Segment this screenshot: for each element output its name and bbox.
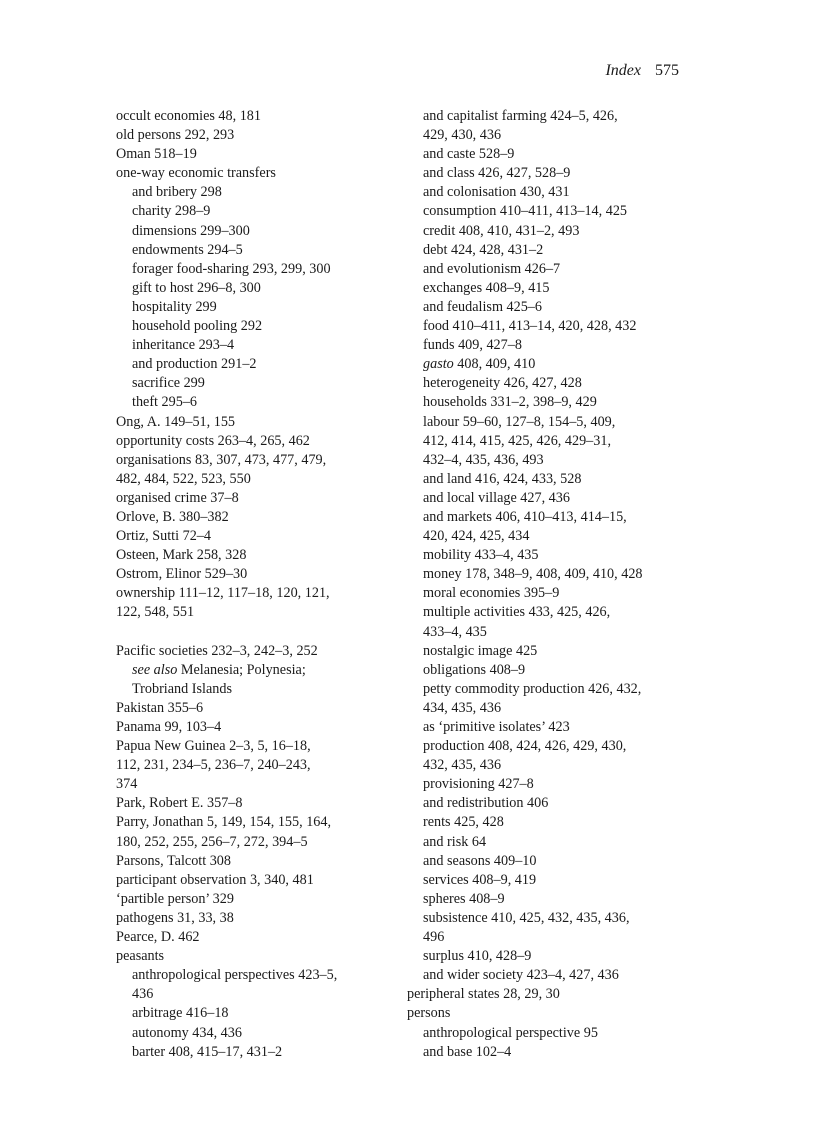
entry-text: Melanesia; Polynesia; xyxy=(177,661,306,678)
entry-text: Oman 518–19 xyxy=(116,146,197,163)
entry-text: and class 426, 427, 528–9 xyxy=(423,165,571,182)
index-entry xyxy=(116,737,406,794)
entry-text: pathogens 31, 33, 38 xyxy=(116,909,234,926)
index-subentry xyxy=(423,603,697,641)
entry-text: and capitalist farming 424–5, 426, xyxy=(423,108,618,124)
entry-text: Papua New Guinea 2–3, 5, 16–18, xyxy=(116,738,311,755)
index-subentry xyxy=(132,393,406,412)
entry-text: Pearce, D. 462 xyxy=(116,929,200,946)
entry-text: peasants xyxy=(116,948,165,965)
entry-text: sacrifice 299 xyxy=(132,375,205,392)
entry-text: and evolutionism 426–7 xyxy=(423,260,561,277)
index-subentry xyxy=(132,241,406,260)
index-entry xyxy=(116,508,406,527)
entry-text: and feudalism 425–6 xyxy=(423,298,542,315)
entry-continuation: 482, 484, 522, 523, 550 xyxy=(116,470,251,487)
index-entry xyxy=(116,107,406,126)
index-subentry xyxy=(423,508,697,546)
entry-text: surplus 410, 428–9 xyxy=(423,948,532,965)
index-subentry xyxy=(423,413,697,470)
index-entry xyxy=(116,852,406,871)
entry-continuation: 433–4, 435 xyxy=(423,623,487,640)
index-entry xyxy=(116,451,406,489)
entry-text: nostalgic image 425 xyxy=(423,642,538,659)
entry-continuation: 112, 231, 234–5, 236–7, 240–243, xyxy=(116,757,311,774)
index-subentry xyxy=(423,393,697,412)
index-subentry xyxy=(132,374,406,393)
index-entry xyxy=(116,584,406,622)
index-subentry xyxy=(423,470,697,489)
entry-continuation: 429, 430, 436 xyxy=(423,127,502,144)
index-entry xyxy=(116,489,406,508)
index-subentry xyxy=(423,890,697,909)
index-entry xyxy=(116,527,406,546)
entry-text: one-way economic transfers xyxy=(116,165,276,182)
index-subentry xyxy=(423,355,697,374)
entry-text: debt 424, 428, 431–2 xyxy=(423,241,544,258)
entry-text: Ong, A. 149–51, 155 xyxy=(116,413,236,430)
index-subentry xyxy=(423,871,697,890)
index-subentry xyxy=(423,565,697,584)
entry-text: forager food-sharing 293, 299, 300 xyxy=(132,260,331,277)
index-subentry xyxy=(423,584,697,603)
entry-text: spheres 408–9 xyxy=(423,890,505,907)
entry-text: mobility 433–4, 435 xyxy=(423,547,539,564)
index-subentry xyxy=(132,1043,406,1062)
entry-text: and land 416, 424, 433, 528 xyxy=(423,470,582,487)
index-subentry xyxy=(423,1024,697,1043)
entry-text: and bribery 298 xyxy=(132,184,222,201)
entry-text: rents 425, 428 xyxy=(423,814,504,831)
index-subentry xyxy=(423,222,697,241)
entry-text: Park, Robert E. 357–8 xyxy=(116,795,243,812)
entry-continuation: 496 xyxy=(423,929,445,946)
entry-text: theft 295–6 xyxy=(132,394,198,411)
section-gap xyxy=(116,623,406,642)
entry-text: and wider society 423–4, 427, 436 xyxy=(423,967,619,984)
index-subentry xyxy=(132,222,406,241)
index-subentry xyxy=(423,489,697,508)
entry-text: Parry, Jonathan 5, 149, 154, 155, 164, xyxy=(116,814,332,831)
index-subentry xyxy=(423,775,697,794)
header-title: Index xyxy=(605,62,641,79)
entry-text: and seasons 409–10 xyxy=(423,852,537,869)
index-entry xyxy=(116,813,406,851)
italic-term: gasto xyxy=(423,356,454,373)
entry-text: provisioning 427–8 xyxy=(423,776,534,793)
index-subentry xyxy=(132,661,406,699)
italic-term: see also xyxy=(132,661,178,678)
index-subentry xyxy=(423,737,697,775)
entry-text: Parsons, Talcott 308 xyxy=(116,852,231,869)
entry-text: 408, 409, 410 xyxy=(453,356,536,373)
index-entry xyxy=(116,699,406,718)
index-subentry xyxy=(423,546,697,565)
entry-text: anthropological perspectives 423–5, xyxy=(132,967,338,984)
index-subentry xyxy=(132,355,406,374)
entry-continuation: 122, 548, 551 xyxy=(116,604,195,621)
entry-text: production 408, 424, 426, 429, 430, xyxy=(423,738,627,755)
entry-text: as ‘primitive isolates’ 423 xyxy=(423,719,570,735)
index-subentry xyxy=(423,966,697,985)
index-entry xyxy=(116,432,406,451)
entry-text: occult economies 48, 181 xyxy=(116,108,261,124)
index-entry xyxy=(116,413,406,432)
index-subentry xyxy=(423,260,697,279)
index-subentry xyxy=(423,1043,697,1062)
entry-text: endowments 294–5 xyxy=(132,241,243,258)
index-subentry xyxy=(423,718,697,737)
index-entry xyxy=(407,985,697,1004)
index-entry xyxy=(116,794,406,813)
entry-text: heterogeneity 426, 427, 428 xyxy=(423,375,582,392)
entry-text: and caste 528–9 xyxy=(423,146,515,163)
index-subentry xyxy=(423,852,697,871)
index-entry xyxy=(116,546,406,565)
index-subentry xyxy=(423,317,697,336)
index-subentry xyxy=(132,260,406,279)
index-subentry xyxy=(423,680,697,718)
entry-text: funds 409, 427–8 xyxy=(423,337,522,354)
index-entry xyxy=(116,947,406,966)
index-entry xyxy=(116,928,406,947)
entry-text: consumption 410–411, 413–14, 425 xyxy=(423,203,628,220)
index-entry xyxy=(116,145,406,164)
index-entry xyxy=(116,718,406,737)
index-entry xyxy=(116,126,406,145)
index-column-left xyxy=(116,107,406,1062)
entry-text: subsistence 410, 425, 432, 435, 436, xyxy=(423,909,630,926)
entry-text: labour 59–60, 127–8, 154–5, 409, xyxy=(423,413,616,430)
index-subentry xyxy=(132,1004,406,1023)
entry-text: services 408–9, 419 xyxy=(423,871,537,888)
index-subentry xyxy=(132,202,406,221)
index-subentry xyxy=(423,202,697,221)
entry-continuation: 432, 435, 436 xyxy=(423,757,502,774)
entry-text: autonomy 434, 436 xyxy=(132,1024,242,1041)
entry-continuation: 374 xyxy=(116,776,138,793)
entry-text: and production 291–2 xyxy=(132,356,257,373)
index-subentry xyxy=(132,183,406,202)
entry-text: persons xyxy=(407,1005,451,1022)
index-column-right xyxy=(407,107,697,1062)
index-subentry xyxy=(132,336,406,355)
index-subentry xyxy=(423,183,697,202)
index-subentry xyxy=(132,298,406,317)
index-subentry xyxy=(423,107,697,145)
entry-text: participant observation 3, 340, 481 xyxy=(116,871,314,888)
entry-text: hospitality 299 xyxy=(132,298,217,315)
index-entry xyxy=(116,642,406,661)
entry-text: opportunity costs 263–4, 265, 462 xyxy=(116,432,310,449)
index-subentry xyxy=(132,1024,406,1043)
entry-text: moral economies 395–9 xyxy=(423,585,560,602)
entry-text: obligations 408–9 xyxy=(423,661,526,678)
entry-text: Osteen, Mark 258, 328 xyxy=(116,547,247,564)
entry-text: organised crime 37–8 xyxy=(116,489,239,506)
entry-continuation: 180, 252, 255, 256–7, 272, 394–5 xyxy=(116,833,308,850)
entry-text: ‘partible person’ 329 xyxy=(116,890,234,907)
entry-text: Panama 99, 103–4 xyxy=(116,719,222,735)
index-subentry xyxy=(423,947,697,966)
index-entry xyxy=(116,890,406,909)
entry-text: Ortiz, Sutti 72–4 xyxy=(116,528,211,545)
entry-text: households 331–2, 398–9, 429 xyxy=(423,394,597,411)
entry-text: Pacific societies 232–3, 242–3, 252 xyxy=(116,642,318,659)
index-subentry xyxy=(423,909,697,947)
index-subentry xyxy=(423,374,697,393)
entry-text: and redistribution 406 xyxy=(423,795,549,812)
entry-text: peripheral states 28, 29, 30 xyxy=(407,986,560,1003)
index-subentry xyxy=(423,241,697,260)
entry-text: dimensions 299–300 xyxy=(132,222,250,239)
index-subentry xyxy=(423,336,697,355)
entry-text: barter 408, 415–17, 431–2 xyxy=(132,1043,283,1060)
entry-text: and colonisation 430, 431 xyxy=(423,184,570,201)
entry-text: Pakistan 355–6 xyxy=(116,699,204,716)
entry-text: gift to host 296–8, 300 xyxy=(132,279,261,296)
entry-text: exchanges 408–9, 415 xyxy=(423,279,550,296)
entry-text: food 410–411, 413–14, 420, 428, 432 xyxy=(423,318,637,335)
entry-continuation: 434, 435, 436 xyxy=(423,699,502,716)
index-subentry xyxy=(423,833,697,852)
entry-text: and risk 64 xyxy=(423,833,487,850)
running-header xyxy=(605,61,679,81)
entry-text: organisations 83, 307, 473, 477, 479, xyxy=(116,451,327,468)
index-subentry xyxy=(423,661,697,680)
entry-text: petty commodity production 426, 432, xyxy=(423,680,642,697)
entry-text: money 178, 348–9, 408, 409, 410, 428 xyxy=(423,566,643,583)
entry-text: Ostrom, Elinor 529–30 xyxy=(116,566,248,583)
index-subentry xyxy=(423,164,697,183)
index-subentry xyxy=(423,642,697,661)
entry-continuation: Trobriand Islands xyxy=(132,680,232,697)
entry-text: ownership 111–12, 117–18, 120, 121, xyxy=(116,585,330,602)
index-subentry xyxy=(423,145,697,164)
entry-text: household pooling 292 xyxy=(132,318,263,335)
entry-continuation: 436 xyxy=(132,986,154,1003)
index-subentry xyxy=(132,966,406,1004)
index-entry xyxy=(116,871,406,890)
entry-text: and base 102–4 xyxy=(423,1043,512,1060)
entry-text: charity 298–9 xyxy=(132,203,211,220)
index-subentry xyxy=(132,317,406,336)
entry-text: old persons 292, 293 xyxy=(116,127,235,144)
entry-text: and local village 427, 436 xyxy=(423,489,570,506)
entry-continuation: 432–4, 435, 436, 493 xyxy=(423,451,544,468)
index-subentry xyxy=(423,279,697,298)
entry-continuation: 412, 414, 415, 425, 426, 429–31, xyxy=(423,432,611,449)
index-subentry xyxy=(423,794,697,813)
index-entry xyxy=(116,909,406,928)
index-subentry xyxy=(423,813,697,832)
index-subentry xyxy=(132,279,406,298)
entry-continuation: 420, 424, 425, 434 xyxy=(423,528,530,545)
index-entry xyxy=(116,565,406,584)
index-entry xyxy=(116,164,406,183)
entry-text: arbitrage 416–18 xyxy=(132,1005,229,1022)
page-number: 575 xyxy=(655,62,679,79)
entry-text: anthropological perspective 95 xyxy=(423,1024,598,1041)
entry-text: and markets 406, 410–413, 414–15, xyxy=(423,508,627,525)
index-entry xyxy=(407,1004,697,1023)
index-subentry xyxy=(423,298,697,317)
entry-text: inheritance 293–4 xyxy=(132,337,235,354)
entry-text: credit 408, 410, 431–2, 493 xyxy=(423,222,580,239)
entry-text: multiple activities 433, 425, 426, xyxy=(423,604,611,621)
entry-text: Orlove, B. 380–382 xyxy=(116,508,229,525)
